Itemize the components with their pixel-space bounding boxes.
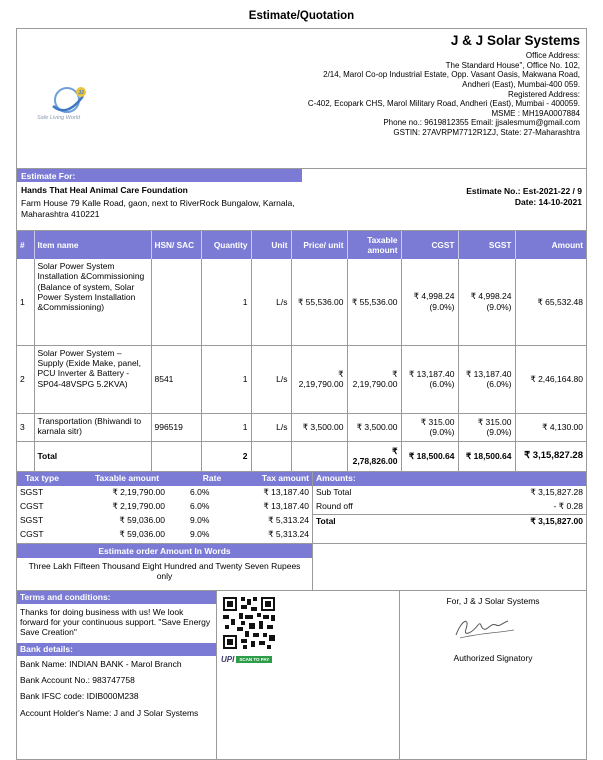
tax-amount: ₹ 5,313.24 xyxy=(268,529,309,540)
tax-taxable: ₹ 59,036.00 xyxy=(119,529,165,540)
total-label: Total xyxy=(34,441,151,471)
company-line: Andheri (East), Mumbai-400 059. xyxy=(462,79,580,89)
subtotal-row xyxy=(313,486,586,500)
col-header: # xyxy=(17,231,34,259)
item-sgst: ₹ 13,187.40 (6.0%) xyxy=(458,345,515,413)
words-text: Three Lakh Fifteen Thousand Eight Hundred and Twenty Seven Rupees only xyxy=(28,560,301,581)
row-number: 3 xyxy=(17,413,34,441)
scan-to-pay-badge: SCAN TO PAY xyxy=(236,656,272,663)
amount-in-words xyxy=(17,544,586,591)
tax-type: CGST xyxy=(20,529,44,540)
upi-logo-text: UPI xyxy=(221,654,235,664)
item-price: ₹ 3,500.00 xyxy=(291,413,347,441)
item-price: ₹ 2,19,790.00 xyxy=(291,345,347,413)
item-hsn: 8541 xyxy=(151,345,201,413)
qr-code-icon[interactable] xyxy=(221,595,277,651)
item-qty: 1 xyxy=(201,345,251,413)
item-sgst: ₹ 315.00 (9.0%) xyxy=(458,413,515,441)
tax-amount: ₹ 13,187.40 xyxy=(263,487,309,498)
upi-logo xyxy=(221,655,272,665)
company-line: C-402, Ecopark CHS, Marol Military Road, Andheri (East), Mumbai - 400059. xyxy=(307,99,580,109)
company-line: The Standard House", Office No. 102, xyxy=(445,60,580,70)
item-price: ₹ 55,536.00 xyxy=(291,259,347,345)
table-row xyxy=(17,528,312,542)
table-row xyxy=(17,500,312,514)
total-taxable: ₹ 2,78,826.00 xyxy=(347,441,401,471)
col-header: Rate xyxy=(187,472,237,486)
quotation-sheet xyxy=(16,28,587,760)
col-header: Taxable amount xyxy=(67,472,187,486)
total-amount: ₹ 3,15,827.28 xyxy=(515,441,586,471)
item-taxable: ₹ 3,500.00 xyxy=(347,413,401,441)
col-header: Quantity xyxy=(201,231,251,259)
col-header: Taxable amount xyxy=(347,231,401,259)
col-header: CGST xyxy=(401,231,458,259)
company-line: MSME : MH19A0007884 xyxy=(491,108,580,118)
grand-total-value: ₹ 3,15,827.00 xyxy=(428,514,586,529)
terms-label: Terms and conditions: xyxy=(17,591,216,604)
company-header xyxy=(17,29,586,169)
words-label: Estimate order Amount In Words xyxy=(17,544,312,558)
customer-address: Farm House 79 Kalle Road, gaon, next to RiverRock Bungalow, Karnala, Maharashtra 410221 xyxy=(21,198,295,219)
company-line: Office Address: xyxy=(525,51,580,61)
tax-rate: 6.0% xyxy=(190,487,210,498)
bank-account: Bank Account No.: 983747758 xyxy=(20,674,135,685)
tax-summary xyxy=(17,472,586,544)
subtotal-value: ₹ 3,15,827.28 xyxy=(530,487,583,498)
tax-amount: ₹ 13,187.40 xyxy=(263,501,309,512)
item-name: Transportation (Bhiwandi to karnala sitr) xyxy=(34,413,151,441)
estimate-date: Date: 14-10-2021 xyxy=(514,197,582,208)
item-hsn xyxy=(151,259,201,345)
table-row xyxy=(17,345,586,413)
items-total-row xyxy=(17,441,586,471)
tax-type: SGST xyxy=(20,515,44,526)
items-header-row xyxy=(17,231,586,259)
bank-label: Bank details: xyxy=(17,643,216,656)
company-line: Registered Address: xyxy=(507,89,580,99)
company-line: 2/14, Marol Co-op Industrial Estate, Opp. Vasant Oasis, Makwana Road, xyxy=(323,70,580,80)
estimate-info xyxy=(17,182,586,231)
company-details xyxy=(60,33,580,138)
tax-taxable: ₹ 59,036.00 xyxy=(119,515,165,526)
item-cgst: ₹ 13,187.40 (6.0%) xyxy=(401,345,458,413)
bank-ifsc: Bank IFSC code: IDIB000M238 xyxy=(20,691,139,702)
item-taxable: ₹ 2,19,790.00 xyxy=(347,345,401,413)
subtotal-label: Sub Total xyxy=(316,487,352,498)
tax-taxable: ₹ 2,19,790.00 xyxy=(112,501,165,512)
amounts-label: Amounts: xyxy=(313,472,586,486)
item-cgst: ₹ 315.00 (9.0%) xyxy=(401,413,458,441)
grand-total-row xyxy=(313,514,586,529)
tax-rate: 9.0% xyxy=(190,515,210,526)
row-number: 2 xyxy=(17,345,34,413)
estimate-for-label: Estimate For: xyxy=(17,169,302,182)
item-name: Solar Power System – Supply (Exide Make, panel, PCU Inverter & Battery - SP04-48VSPG 5.2KVA) xyxy=(34,345,151,413)
authorized-signatory: Authorized Signatory xyxy=(453,652,533,663)
item-hsn: 996519 xyxy=(151,413,201,441)
terms-text: Thanks for doing business with us! We look forward for your continuous support. "Save Energy Save Creation" xyxy=(20,606,211,638)
item-qty: 1 xyxy=(201,259,251,345)
company-name: J & J Solar Systems xyxy=(450,33,580,48)
customer-name: Hands That Heal Animal Care Foundation xyxy=(21,185,188,195)
col-header: Tax type xyxy=(17,472,67,486)
item-sgst: ₹ 4,998.24 (9.0%) xyxy=(458,259,515,345)
total-qty: 2 xyxy=(201,441,251,471)
logo-caption: Safe Living World xyxy=(37,115,81,121)
roundoff-row xyxy=(313,500,586,515)
tax-type: CGST xyxy=(20,501,44,512)
col-header: SGST xyxy=(458,231,515,259)
col-header: Amount xyxy=(515,231,586,259)
grand-total-label: Total xyxy=(313,514,428,529)
signatory-for: For, J & J Solar Systems xyxy=(446,595,540,606)
item-qty: 1 xyxy=(201,413,251,441)
company-line: Phone no.: 9619812355 Email: jjsalesmum@gmail.com xyxy=(383,118,580,128)
table-row xyxy=(17,259,586,345)
signature-icon xyxy=(450,613,520,643)
col-header: HSN/ SAC xyxy=(151,231,201,259)
row-number: 1 xyxy=(17,259,34,345)
svg-text:JJ: JJ xyxy=(78,90,84,96)
table-row xyxy=(17,486,312,500)
tax-taxable: ₹ 2,19,790.00 xyxy=(112,487,165,498)
col-header: Item name xyxy=(34,231,151,259)
amounts-table xyxy=(313,472,586,543)
item-amount: ₹ 2,46,164.80 xyxy=(515,345,586,413)
footer-section xyxy=(17,591,586,759)
document-title: Estimate/Quotation xyxy=(248,10,355,22)
item-amount: ₹ 65,532.48 xyxy=(515,259,586,345)
tax-header-row xyxy=(17,472,312,486)
item-name: Solar Power System Installation &Commissioning (Balance of system, Solar Power System Installation &Commissioning) xyxy=(34,259,151,345)
item-unit: L/s xyxy=(251,345,291,413)
estimate-for-header xyxy=(17,169,586,182)
bank-holder: Account Holder's Name: J and J Solar Systems xyxy=(20,707,199,718)
col-header: Tax amount xyxy=(237,472,312,486)
roundoff-label: Round off xyxy=(316,501,353,512)
tax-rate: 9.0% xyxy=(190,529,210,540)
item-unit: L/s xyxy=(251,413,291,441)
tax-type: SGST xyxy=(20,487,44,498)
col-header: Price/ unit xyxy=(291,231,347,259)
tax-amount: ₹ 5,313.24 xyxy=(268,515,309,526)
item-amount: ₹ 4,130.00 xyxy=(515,413,586,441)
total-sgst: ₹ 18,500.64 xyxy=(458,441,515,471)
item-taxable: ₹ 55,536.00 xyxy=(347,259,401,345)
table-row xyxy=(17,514,312,528)
estimate-number: Estimate No.: Est-2021-22 / 9 xyxy=(466,186,582,196)
tax-rate: 6.0% xyxy=(190,501,210,512)
table-row xyxy=(17,413,586,441)
tax-table xyxy=(17,472,312,542)
bank-name: Bank Name: INDIAN BANK - Marol Branch xyxy=(20,658,182,669)
item-cgst: ₹ 4,998.24 (9.0%) xyxy=(401,259,458,345)
roundoff-value: - ₹ 0.28 xyxy=(553,501,583,512)
total-cgst: ₹ 18,500.64 xyxy=(401,441,458,471)
col-header: Unit xyxy=(251,231,291,259)
company-line: GSTIN: 27AVRPM7712R1ZJ, State: 27-Maharashtra xyxy=(393,127,580,137)
items-table xyxy=(17,231,586,472)
item-unit: L/s xyxy=(251,259,291,345)
